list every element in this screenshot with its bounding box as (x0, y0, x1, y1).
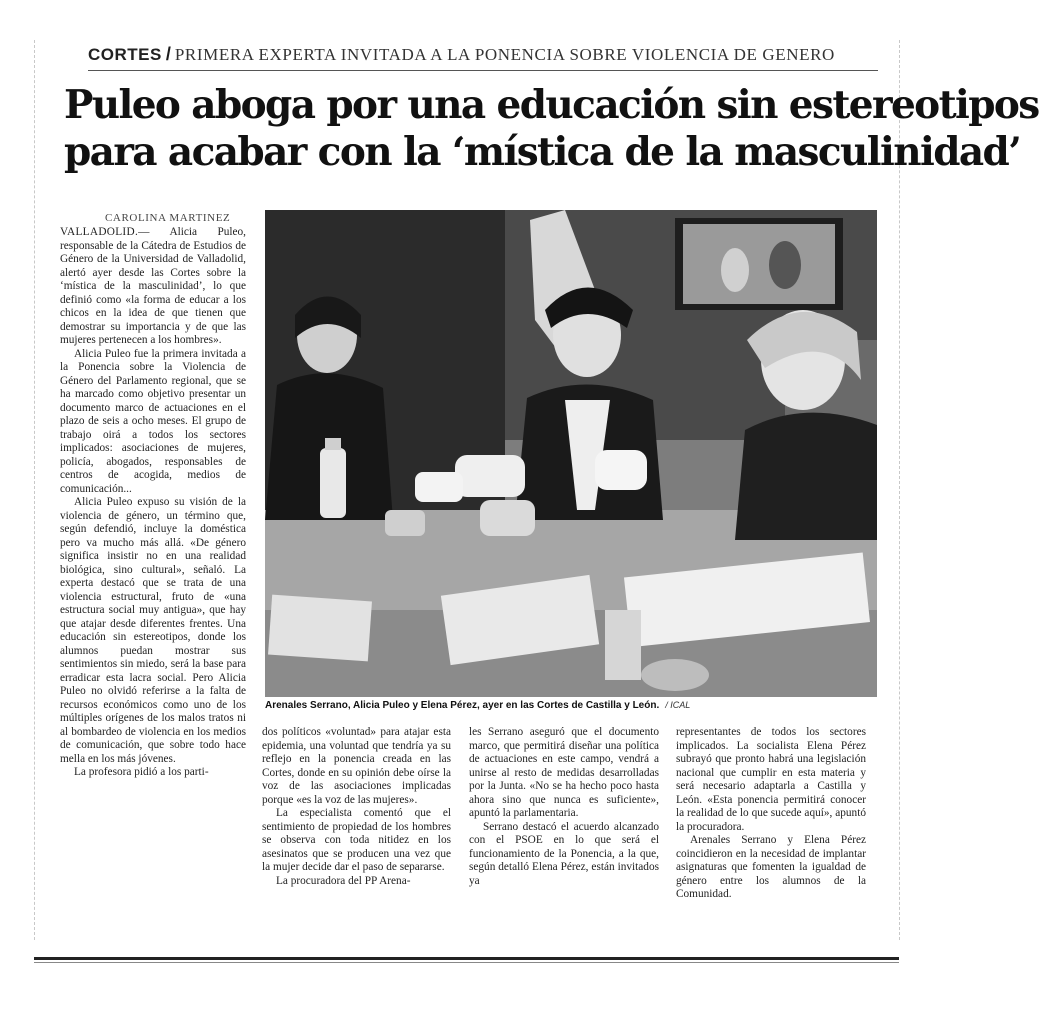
headline (64, 82, 1039, 176)
article-paragraph: dos políticos «voluntad» para atajar esta epidemia, una voluntad que tendría ya su reflejo en la ponencia creada en las Cortes, donde en su opinión debe oírse la voz de las asociaciones implicadas porque «es la voz de las mujeres». (262, 726, 451, 806)
article-column-3 (469, 726, 659, 938)
article-column-2 (262, 726, 451, 938)
dateline: VALLADOLID.— (60, 226, 150, 238)
bottom-rule (34, 957, 899, 960)
headline-line-2: para acabar con la ‘mística de la masculinidad’ (64, 129, 1021, 175)
photo-caption (265, 700, 877, 711)
section-name: CORTES (88, 45, 162, 64)
article-paragraph: La profesora pidió a los parti- (74, 766, 209, 778)
photo-credit: / ICAL (665, 700, 691, 710)
paragraph-text: Alicia Puleo, responsable de la Cátedra de Estudios de Género de la Universidad de Valladolid, alertó ayer desde las Cortes sobre la ‘mística de la masculinidad’, lo que definió como «la forma de educar a los chicos en la idea de que tienen que demostrar su importancia y de que las mujeres pertenecen a los hombres». (60, 226, 246, 346)
byline: CAROLINA MARTINEZ (105, 212, 231, 224)
article-paragraph: Alicia Puleo expuso su visión de la violencia de género, un término que, según defendió, incluye la doméstica pero va mucho más allá. «De género significa insistir no en una realidad biológica, sino cultural», señaló. La experta destacó que se trata de una violencia estructural, fruto de «una estructura social muy antigua», que hay que atajar desde diferentes frentes. Una educación sin estereotipos, donde los alumnos puedan mostrar sus sentimientos sin miedo, será la base para erradicar esta lacra social. Pero Alicia Puleo no olvidó referirse a la falta de recursos económicos como uno de los múltiples orígenes de los malos tratos ni al bombardeo de violencia en los medios de comunicación, que sobre todo hace mella en los más jóvenes. (60, 496, 246, 765)
press-photo (265, 210, 877, 697)
page-right-edge (899, 40, 901, 940)
article-paragraph: Serrano destacó el acuerdo alcanzado con el PSOE en lo que será el funcionamiento de la Ponencia, a la que, según detalló Elena Pérez, están invitados ya (469, 820, 659, 887)
section-separator: / (165, 44, 171, 64)
article-column-1 (60, 226, 246, 938)
article-paragraph: La procuradora del PP Arena- (276, 874, 411, 887)
article-paragraph: representantes de todos los sectores implicados. La socialista Elena Pérez subrayó que pronto habrá una legislación nacional que cumplir en esta materia y será necesario adaptarla a Castilla y León. «Esta ponencia permitirá conocer la realidad de lo que sucede aquí», apuntó la procuradora. (676, 726, 866, 833)
page-left-edge (34, 40, 36, 940)
article-paragraph (60, 226, 246, 348)
article-paragraph: Arenales Serrano y Elena Pérez coincidieron en la necesidad de implantar asignaturas que fomenten la igualdad de género entre los alumnos de la Comunidad. (676, 834, 866, 900)
section-topic: PRIMERA EXPERTA INVITADA A LA PONENCIA SOBRE VIOLENCIA DE GENERO (174, 45, 835, 64)
section-header (88, 44, 878, 71)
article-paragraph: La especialista comentó que el sentimiento de propiedad de los hombres se observa con toda nitidez en los asesinatos que se producen una vez que la mujer decide dar el paso de separarse. (262, 807, 451, 873)
article-paragraph: Alicia Puleo fue la primera invitada a la Ponencia sobre la Violencia de Género del Parlamento regional, que se ha marcado como objetivo presentar un documento marco de actuaciones en el plazo de seis a ocho meses. El grupo de trabajo oirá a todos los sectores implicados: asociaciones de mujeres, policía, abogados, responsables de centros de acogida, medios de comunicación... (60, 347, 246, 495)
bottom-rule-thin (34, 962, 899, 963)
headline-line-1: Puleo aboga por una educación sin estereotipos (64, 82, 1039, 128)
article-column-4 (676, 726, 866, 938)
caption-text: Arenales Serrano, Alicia Puleo y Elena Pérez, ayer en las Cortes de Castilla y León. (265, 700, 660, 711)
article-paragraph: les Serrano aseguró que el documento marco, que permitirá diseñar una política de actuaciones en este campo, vendrá a unirse al resto de medidas desarrolladas por la Junta. «No se ha hecho poco hasta ahora sino que nunca es suficiente», apuntó la parlamentaria. (469, 726, 659, 819)
